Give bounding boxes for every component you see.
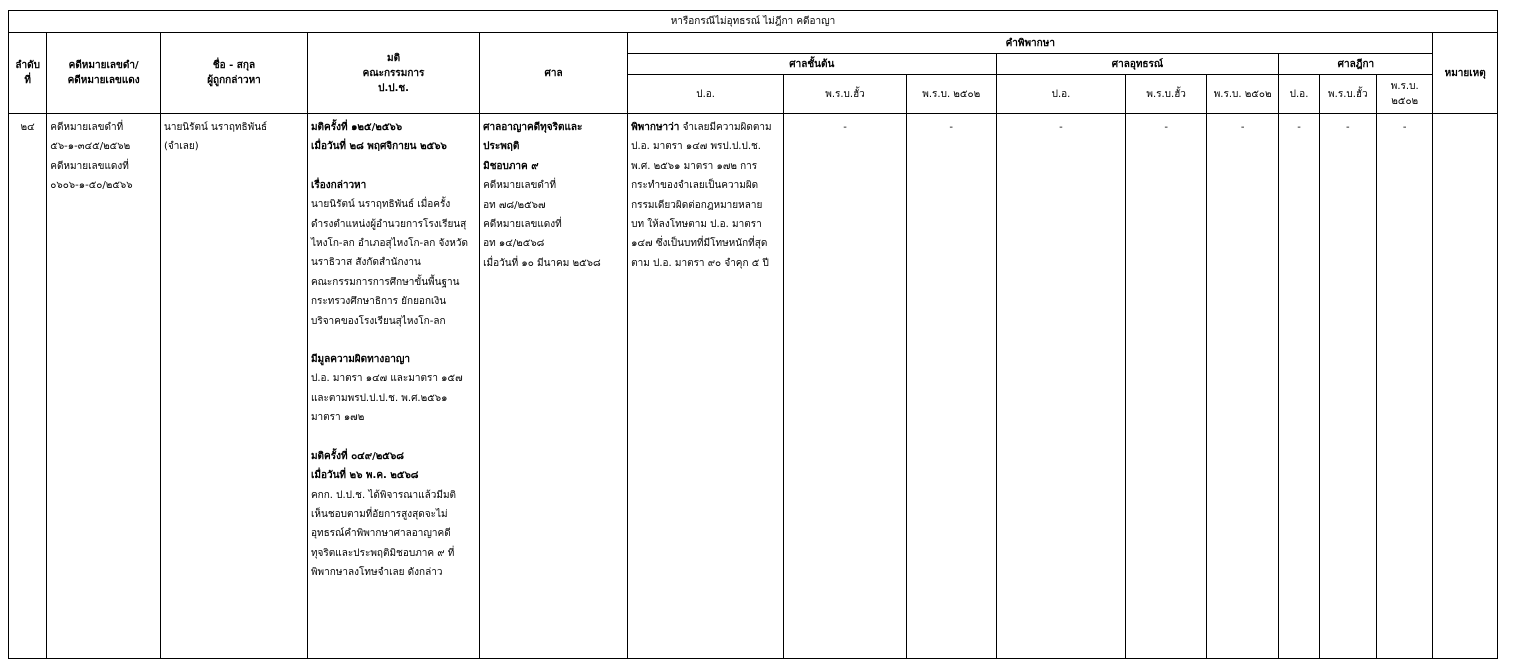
- header-first-prb-2502: พ.ร.บ. ๒๕๐๒: [906, 75, 996, 114]
- header-appeal-po: ป.อ.: [996, 75, 1126, 114]
- header-first-court: ศาลชั้นต้น: [628, 54, 996, 75]
- court-cell: ศาลอาญาคดีทุจริตและ ประพฤติ มิชอบภาค ๙ คดีหมายเลขดำที่ อท ๗๘/๒๕๖๗ คดีหมายเลขแดงที่ อท ๑๔/๒๕๖๘ เมื่อวันที่ ๑๐ มีนาคม ๒๕๖๘: [480, 114, 628, 659]
- resolution-cell: มติครั้งที่ ๑๒๕/๒๕๖๖ เมื่อวันที่ ๒๘ พฤศจิกายน ๒๕๖๖ เรื่องกล่าวหา นายนิรัตน์ นราฤทธิพันธ์ เมื่อครั้ง ดำรงตำแหน่งผู้อำนวยการโรงเรียนสุ ไหงโก-ลก อำเภอสุไหงโก-ลก จังหวัด นราธิวาส สังกัดสำนักงาน คณะกรรมการการศึกษาขั้นพื้นฐาน กระทรวงศึกษาธิการ ยักยอกเงิน บริจาคของโรงเรียนสุไหงโก-ลก มีมูลความผิดทางอาญา ป.อ. มาตรา ๑๔๗ และมาตรา ๑๕๗ และตามพรป.ป.ป.ช. พ.ศ.๒๕๖๑ มาตรา ๑๗๒ มติครั้งที่ ๐๔๙/๒๕๖๘ เมื่อวันที่ ๒๖ พ.ค. ๒๕๖๘ คกก. ป.ป.ช. ได้พิจารณาแล้วมีมติ เห็นชอบตามที่อัยการสูงสุดจะไม่ อุทธรณ์คำพิพากษาศาลอาญาคดี ทุจริตและประพฤติมิชอบภาค ๙ ที่ พิพากษาลงโทษจำเลย ดังกล่าว: [307, 114, 479, 659]
- supreme-court-prb-2502-cell: -: [1377, 114, 1433, 659]
- header-supreme-po: ป.อ.: [1279, 75, 1319, 114]
- header-case-number: คดีหมายเลขดำ/ คดีหมายเลขแดง: [47, 33, 161, 114]
- header-first-po: ป.อ.: [628, 75, 784, 114]
- supreme-court-po-cell: -: [1279, 114, 1319, 659]
- first-court-prb-hua-cell: -: [784, 114, 907, 659]
- header-remark: หมายเหตุ: [1433, 33, 1498, 114]
- first-court-prb-2502-cell: -: [906, 114, 996, 659]
- table-title: หารือกรณีไม่อุทธรณ์ ไม่ฎีกา คดีอาญา: [9, 11, 1498, 33]
- appeal-court-prb-2502-cell: -: [1206, 114, 1278, 659]
- header-court: ศาล: [480, 33, 628, 114]
- header-appeal-prb-2502: พ.ร.บ. ๒๕๐๒: [1206, 75, 1278, 114]
- supreme-court-prb-hua-cell: -: [1319, 114, 1376, 659]
- table-row: [9, 114, 1498, 659]
- header-appeal-prb-hua: พ.ร.บ.ฮั้ว: [1126, 75, 1207, 114]
- appeal-court-po-cell: -: [996, 114, 1126, 659]
- judgment-table: [8, 10, 1498, 659]
- header-appeal-court: ศาลอุทธรณ์: [996, 54, 1279, 75]
- header-first-prb-hua: พ.ร.บ.ฮั้ว: [784, 75, 907, 114]
- remark-cell: [1433, 114, 1498, 659]
- case-number-cell: คดีหมายเลขดำที่ ๕๖-๑-๓๔๕/๒๕๖๒ คดีหมายเลขแดงที่ ๐๖๐๖-๑-๕๐/๒๕๖๖: [47, 114, 161, 659]
- header-supreme-prb-2502: พ.ร.บ. ๒๕๐๒: [1377, 75, 1433, 114]
- header-supreme-prb-hua: พ.ร.บ.ฮั้ว: [1319, 75, 1376, 114]
- row-number: ๒๔: [9, 114, 47, 659]
- header-name: ชื่อ - สกุล ผู้ถูกกล่าวหา: [161, 33, 308, 114]
- first-court-po-cell: พิพากษาว่า จำเลยมีความผิดตาม ป.อ. มาตรา ๑๔๗ พรป.ป.ป.ช. พ.ศ. ๒๕๖๑ มาตรา ๑๗๒ การ กระทำของจำเลยเป็นความผิด กรรมเดียวผิดต่อกฎหมายหลาย บท ให้ลงโทษตาม ป.อ. มาตรา ๑๔๗ ซึ่งเป็นบทที่มีโทษหนักที่สุด ตาม ป.อ. มาตรา ๙๐ จำคุก ๕ ปี: [628, 114, 784, 659]
- accused-name-cell: นายนิรัตน์ นราฤทธิพันธ์ (จำเลย): [161, 114, 308, 659]
- header-no: ลำดับ ที่: [9, 33, 47, 114]
- header-resolution: มติ คณะกรรมการ ป.ป.ช.: [307, 33, 479, 114]
- header-supreme-court: ศาลฎีกา: [1279, 54, 1433, 75]
- appeal-court-prb-hua-cell: -: [1126, 114, 1207, 659]
- header-judgment: คำพิพากษา: [628, 33, 1433, 54]
